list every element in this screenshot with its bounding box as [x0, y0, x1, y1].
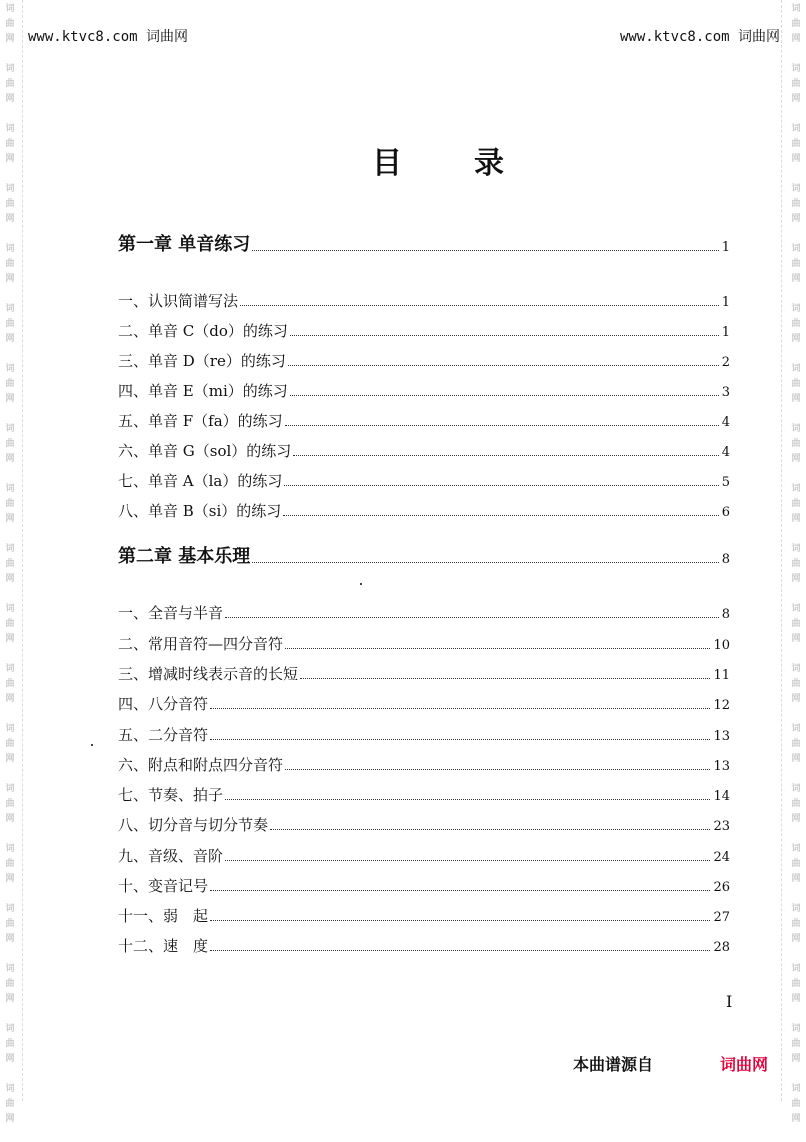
watermark-char: 曲	[5, 259, 15, 269]
toc-item-row	[118, 379, 730, 401]
watermark-char: 词	[5, 664, 15, 674]
toc-chapter-row	[118, 546, 730, 568]
watermark-char: 曲	[5, 319, 15, 329]
watermark-char: 曲	[5, 1099, 15, 1109]
toc-entry-label: 七、单音 A（la）的练习	[118, 472, 283, 490]
toc-dot-leader	[285, 425, 719, 426]
toc-dot-leader	[210, 890, 710, 891]
watermark-char: 词	[5, 844, 15, 854]
watermark-group	[5, 2, 14, 62]
footer-source-label: 本曲谱源自	[573, 1055, 654, 1074]
watermark-char: 网	[5, 454, 15, 464]
stray-dot	[91, 744, 93, 746]
toc-page-number: 6	[721, 505, 730, 520]
watermark-group	[5, 302, 14, 362]
toc-item-row	[118, 289, 730, 311]
watermark-char: 词	[5, 904, 15, 914]
watermark-group	[791, 122, 800, 182]
toc-entry-label: 三、增减时线表示音的长短	[118, 665, 299, 683]
toc-dot-leader	[293, 455, 718, 456]
toc-entry-label: 十、变音记号	[118, 877, 209, 895]
toc-page-number: 3	[721, 385, 730, 400]
toc-item-row	[118, 723, 730, 745]
watermark-char: 网	[791, 634, 801, 644]
toc-page-number: 8	[721, 552, 730, 567]
toc-entry-label: 十二、速 度	[118, 937, 209, 955]
toc-entry-label: 第一章 单音练习	[118, 234, 251, 255]
watermark-char: 网	[791, 214, 801, 224]
watermark-char: 词	[5, 364, 15, 374]
watermark-char: 网	[791, 694, 801, 704]
left-watermark-column	[0, 0, 20, 1142]
watermark-group	[5, 722, 14, 782]
watermark-char: 网	[791, 154, 801, 164]
watermark-group	[791, 842, 800, 902]
left-watermark-divider	[22, 0, 23, 1101]
watermark-char: 词	[5, 1084, 15, 1094]
toc-dot-leader	[285, 648, 710, 649]
watermark-group	[5, 782, 14, 842]
toc-page-number: 23	[713, 819, 730, 834]
toc-page-number: 28	[713, 940, 730, 955]
right-watermark-divider	[781, 0, 782, 1101]
watermark-char: 曲	[791, 1099, 801, 1109]
watermark-char: 曲	[791, 79, 801, 89]
toc-page-number: 13	[713, 729, 730, 744]
watermark-char: 词	[5, 724, 15, 734]
watermark-char: 网	[5, 574, 15, 584]
watermark-group	[5, 902, 14, 962]
watermark-group	[791, 302, 800, 362]
watermark-group	[791, 902, 800, 962]
watermark-group	[5, 122, 14, 182]
toc-item-row	[118, 439, 730, 461]
watermark-char: 词	[5, 64, 15, 74]
toc-item-row	[118, 934, 730, 956]
watermark-group	[5, 662, 14, 722]
page-title: 目录	[372, 146, 576, 181]
stray-dot	[360, 583, 362, 585]
toc-item-row	[118, 601, 730, 623]
toc-dot-leader	[270, 829, 710, 830]
watermark-char: 词	[791, 964, 801, 974]
watermark-char: 曲	[5, 439, 15, 449]
watermark-char: 词	[5, 124, 15, 134]
toc-item-row	[118, 753, 730, 775]
watermark-char: 网	[5, 214, 15, 224]
toc-entry-label: 一、全音与半音	[118, 604, 224, 622]
toc-dot-leader	[225, 860, 710, 861]
watermark-char: 网	[5, 1054, 15, 1064]
watermark-group	[791, 242, 800, 302]
toc-entry-label: 八、切分音与切分节奏	[118, 816, 269, 834]
toc-dot-leader	[225, 617, 719, 618]
toc-entry-label: 三、单音 D（re）的练习	[118, 352, 286, 370]
watermark-char: 词	[791, 844, 801, 854]
watermark-char: 曲	[5, 919, 15, 929]
toc-entry-label: 二、常用音符—四分音符	[118, 635, 284, 653]
watermark-char: 曲	[791, 739, 801, 749]
watermark-char: 曲	[791, 1039, 801, 1049]
watermark-char: 曲	[791, 799, 801, 809]
watermark-char: 网	[5, 754, 15, 764]
watermark-char: 网	[791, 934, 801, 944]
watermark-group	[791, 362, 800, 422]
toc-item-row	[118, 844, 730, 866]
watermark-char: 词	[5, 424, 15, 434]
toc-item-row	[118, 783, 730, 805]
watermark-char: 曲	[5, 499, 15, 509]
toc-dot-leader	[210, 739, 710, 740]
toc-item-row	[118, 319, 730, 341]
watermark-char: 网	[5, 1114, 15, 1124]
toc-item-row	[118, 904, 730, 926]
toc-page-number: 1	[721, 240, 730, 255]
watermark-group	[791, 1022, 800, 1082]
watermark-char: 词	[791, 484, 801, 494]
toc-page-number: 13	[713, 759, 730, 774]
header-site-left: www.ktvc8.com 词曲网	[28, 29, 189, 45]
watermark-char: 曲	[791, 619, 801, 629]
watermark-char: 曲	[791, 919, 801, 929]
watermark-group	[791, 542, 800, 602]
watermark-char: 网	[5, 814, 15, 824]
watermark-char: 词	[5, 184, 15, 194]
watermark-char: 网	[791, 34, 801, 44]
watermark-group	[791, 422, 800, 482]
watermark-char: 网	[791, 274, 801, 284]
watermark-char: 曲	[5, 379, 15, 389]
watermark-char: 网	[5, 34, 15, 44]
right-watermark-column	[786, 0, 806, 1142]
watermark-char: 网	[5, 934, 15, 944]
watermark-group	[791, 1082, 800, 1142]
watermark-char: 曲	[5, 859, 15, 869]
toc-page-number: 26	[713, 880, 730, 895]
watermark-group	[5, 962, 14, 1022]
toc-dot-leader	[283, 515, 718, 516]
watermark-char: 词	[791, 724, 801, 734]
footer-source-site: 词曲网	[720, 1055, 769, 1074]
toc-item-row	[118, 692, 730, 714]
watermark-char: 网	[5, 154, 15, 164]
watermark-char: 网	[791, 1114, 801, 1124]
toc-page-number: 10	[713, 638, 730, 653]
watermark-char: 网	[791, 814, 801, 824]
toc-entry-label: 九、音级、音阶	[118, 847, 224, 865]
watermark-char: 词	[5, 304, 15, 314]
toc-page-number: 24	[713, 850, 730, 865]
watermark-char: 曲	[791, 19, 801, 29]
watermark-char: 网	[791, 394, 801, 404]
watermark-group	[791, 182, 800, 242]
toc-item-row	[118, 499, 730, 521]
toc-dot-leader	[290, 335, 719, 336]
watermark-char: 曲	[791, 979, 801, 989]
watermark-group	[791, 2, 800, 62]
watermark-char: 曲	[5, 19, 15, 29]
watermark-char: 曲	[791, 439, 801, 449]
watermark-char: 网	[791, 754, 801, 764]
watermark-group	[791, 962, 800, 1022]
watermark-char: 曲	[5, 799, 15, 809]
watermark-char: 网	[791, 334, 801, 344]
watermark-group	[5, 1082, 14, 1142]
toc-entry-label: 六、附点和附点四分音符	[118, 756, 284, 774]
toc-dot-leader	[285, 769, 710, 770]
watermark-char: 曲	[791, 259, 801, 269]
toc-chapter-row	[118, 234, 730, 256]
watermark-char: 曲	[791, 379, 801, 389]
toc-item-row	[118, 632, 730, 654]
watermark-char: 词	[791, 244, 801, 254]
watermark-char: 曲	[791, 859, 801, 869]
toc-page-number: 2	[721, 355, 730, 370]
toc-entry-label: 十一、弱 起	[118, 907, 209, 925]
toc-dot-leader	[284, 485, 718, 486]
toc-dot-leader	[225, 799, 710, 800]
watermark-group	[791, 62, 800, 122]
watermark-char: 曲	[791, 679, 801, 689]
watermark-group	[5, 842, 14, 902]
header-site-right: www.ktvc8.com 词曲网	[620, 29, 781, 45]
toc-dot-leader	[252, 562, 718, 563]
watermark-group	[791, 662, 800, 722]
watermark-char: 网	[5, 514, 15, 524]
watermark-group	[5, 1022, 14, 1082]
watermark-char: 词	[5, 1024, 15, 1034]
watermark-char: 网	[5, 274, 15, 284]
toc-item-row	[118, 469, 730, 491]
watermark-char: 网	[791, 994, 801, 1004]
watermark-char: 词	[5, 484, 15, 494]
toc-page-number: 12	[713, 698, 730, 713]
watermark-group	[5, 542, 14, 602]
toc-entry-label: 六、单音 G（sol）的练习	[118, 442, 292, 460]
watermark-group	[5, 602, 14, 662]
toc-dot-leader	[252, 250, 718, 251]
watermark-char: 词	[791, 4, 801, 14]
toc-item-row	[118, 874, 730, 896]
watermark-char: 词	[791, 1084, 801, 1094]
watermark-char: 词	[791, 604, 801, 614]
watermark-char: 网	[5, 334, 15, 344]
toc-page-number: 14	[713, 789, 730, 804]
toc-item-row	[118, 349, 730, 371]
watermark-char: 网	[5, 874, 15, 884]
toc-page-number: 5	[721, 475, 730, 490]
watermark-char: 词	[5, 784, 15, 794]
watermark-char: 网	[5, 694, 15, 704]
watermark-char: 曲	[791, 319, 801, 329]
toc-page-number: 4	[721, 445, 730, 460]
toc-entry-label: 四、单音 E（mi）的练习	[118, 382, 288, 400]
watermark-char: 网	[5, 394, 15, 404]
toc-entry-label: 七、节奏、拍子	[118, 786, 224, 804]
watermark-char: 词	[5, 4, 15, 14]
watermark-char: 词	[791, 424, 801, 434]
toc-entry-label: 八、单音 B（si）的练习	[118, 502, 282, 520]
watermark-char: 网	[5, 94, 15, 104]
toc-entry-label: 五、单音 F（fa）的练习	[118, 412, 283, 430]
watermark-char: 词	[5, 964, 15, 974]
watermark-char: 网	[791, 874, 801, 884]
watermark-group	[5, 242, 14, 302]
toc-page-number: 1	[721, 295, 730, 310]
toc-item-row	[118, 813, 730, 835]
watermark-char: 词	[791, 64, 801, 74]
toc-page-number: 11	[713, 668, 730, 683]
watermark-char: 词	[791, 364, 801, 374]
toc-page-number: 27	[713, 910, 730, 925]
watermark-char: 网	[791, 514, 801, 524]
left-watermark-strip	[0, 0, 20, 1124]
watermark-char: 曲	[5, 559, 15, 569]
watermark-char: 曲	[5, 1039, 15, 1049]
toc-dot-leader	[240, 305, 719, 306]
watermark-char: 词	[791, 544, 801, 554]
watermark-char: 曲	[5, 979, 15, 989]
right-watermark-strip	[786, 0, 806, 1124]
watermark-char: 网	[791, 1054, 801, 1064]
toc-entry-label: 第二章 基本乐理	[118, 546, 251, 567]
watermark-char: 曲	[5, 139, 15, 149]
watermark-char: 词	[791, 784, 801, 794]
toc-page-number: 4	[721, 415, 730, 430]
toc-dot-leader	[210, 950, 710, 951]
toc-entry-label: 一、认识简谱写法	[118, 292, 239, 310]
watermark-char: 词	[791, 184, 801, 194]
watermark-char: 词	[791, 1024, 801, 1034]
watermark-char: 词	[791, 124, 801, 134]
watermark-char: 曲	[5, 739, 15, 749]
toc-dot-leader	[290, 395, 719, 396]
watermark-char: 词	[5, 604, 15, 614]
watermark-char: 词	[5, 244, 15, 254]
toc-dot-leader	[300, 678, 710, 679]
toc-page-number: 1	[721, 325, 730, 340]
watermark-group	[5, 182, 14, 242]
toc-entry-label: 四、八分音符	[118, 695, 209, 713]
watermark-char: 曲	[791, 139, 801, 149]
watermark-char: 曲	[791, 199, 801, 209]
watermark-char: 网	[791, 574, 801, 584]
watermark-char: 曲	[5, 79, 15, 89]
toc-dot-leader	[288, 365, 719, 366]
watermark-group	[791, 722, 800, 782]
watermark-char: 网	[791, 454, 801, 464]
watermark-char: 网	[791, 94, 801, 104]
watermark-group	[791, 482, 800, 542]
toc-page-number: 8	[721, 607, 730, 622]
watermark-char: 词	[791, 664, 801, 674]
watermark-char: 词	[791, 304, 801, 314]
toc-entry-label: 二、单音 C（do）的练习	[118, 322, 288, 340]
toc-dot-leader	[210, 708, 710, 709]
watermark-char: 网	[5, 634, 15, 644]
watermark-char: 网	[5, 994, 15, 1004]
watermark-group	[5, 362, 14, 422]
watermark-char: 曲	[5, 199, 15, 209]
toc-entry-label: 五、二分音符	[118, 726, 209, 744]
watermark-char: 词	[791, 904, 801, 914]
watermark-char: 曲	[791, 499, 801, 509]
watermark-char: 曲	[791, 559, 801, 569]
watermark-group	[5, 62, 14, 122]
toc-dot-leader	[210, 920, 710, 921]
watermark-group	[791, 602, 800, 662]
watermark-group	[5, 422, 14, 482]
watermark-char: 曲	[5, 679, 15, 689]
page-number: I	[726, 992, 733, 1011]
watermark-char: 词	[5, 544, 15, 554]
watermark-group	[5, 482, 14, 542]
toc-item-row	[118, 409, 730, 431]
watermark-char: 曲	[5, 619, 15, 629]
watermark-group	[791, 782, 800, 842]
toc-item-row	[118, 662, 730, 684]
